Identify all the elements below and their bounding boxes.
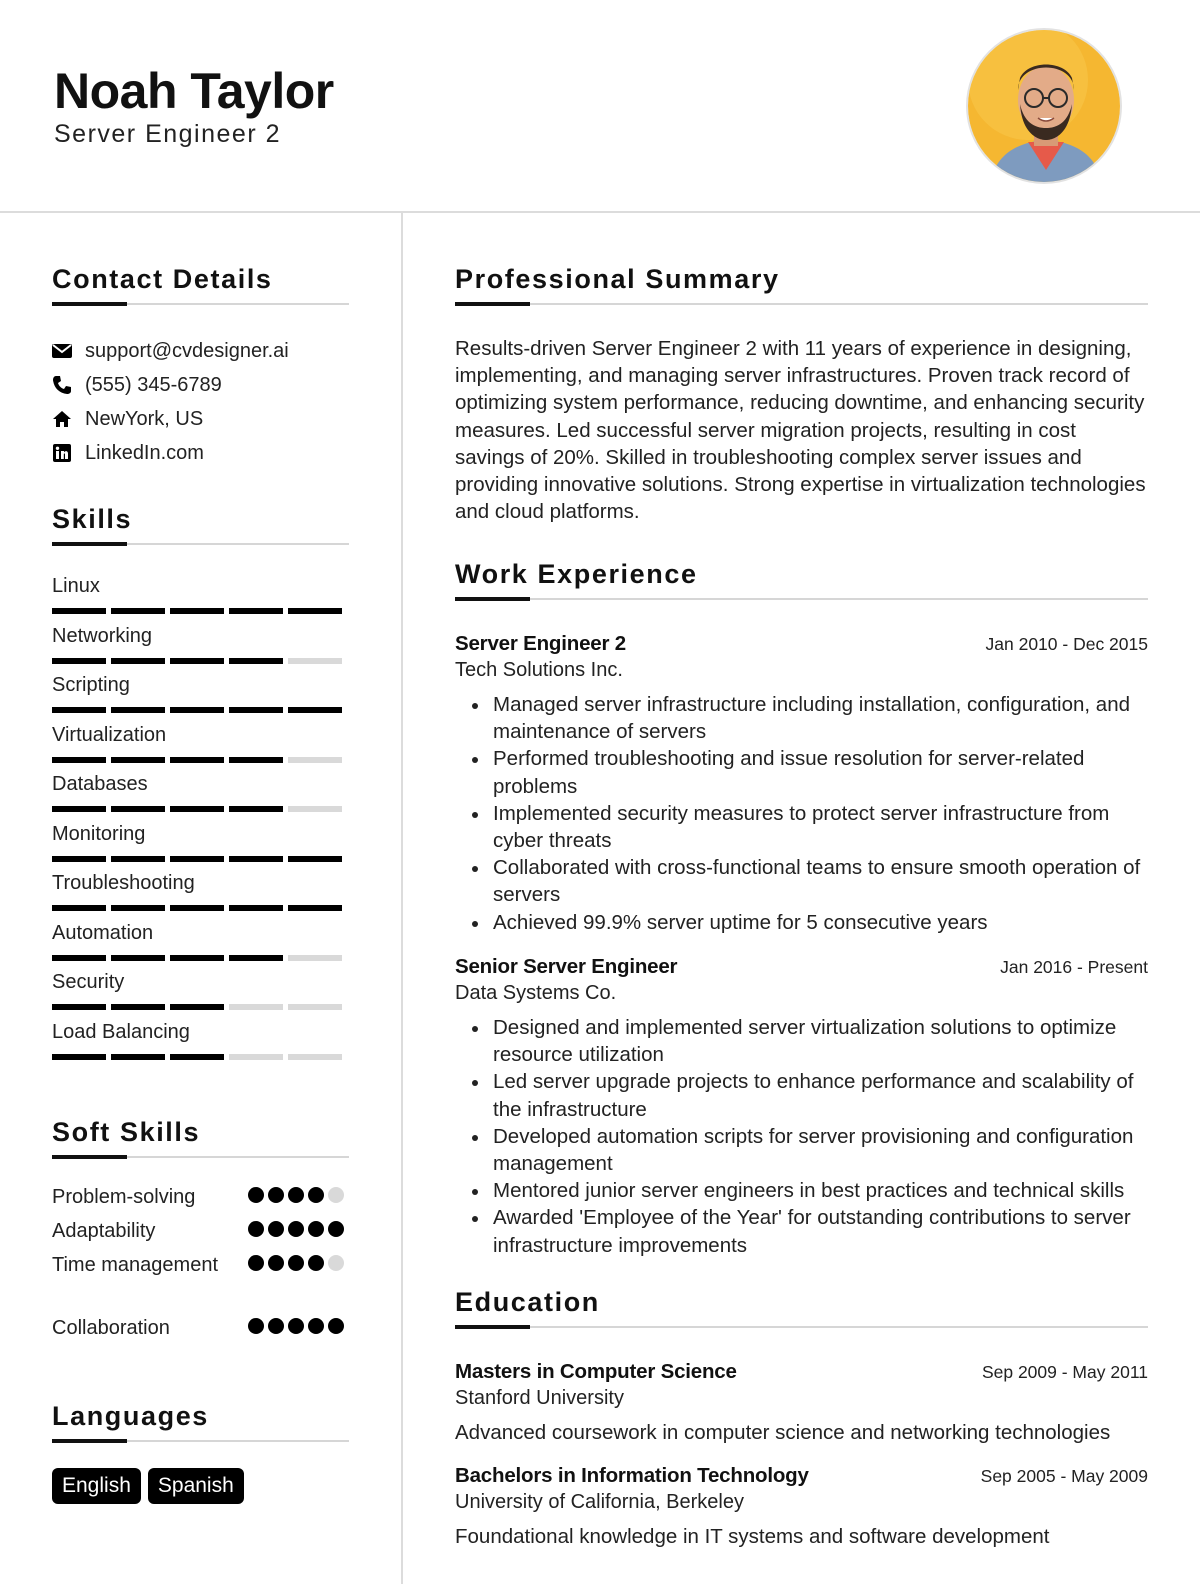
job-entry bbox=[455, 631, 1148, 936]
skill-level-segment bbox=[229, 1004, 283, 1010]
soft-skill-label: Adaptability bbox=[52, 1220, 156, 1242]
experience-section-header bbox=[455, 559, 1148, 600]
education-dates: Sep 2009 - May 2011 bbox=[981, 1362, 1148, 1382]
skill-level-segment bbox=[111, 1004, 165, 1010]
rating-dot bbox=[248, 1255, 264, 1271]
skill-level-segment bbox=[52, 1054, 106, 1060]
skill-item bbox=[52, 624, 349, 664]
skill-level-segment bbox=[229, 608, 283, 614]
job-bullets bbox=[455, 1014, 1148, 1259]
rating-dot bbox=[328, 1187, 344, 1203]
soft-skills-section-header bbox=[52, 1117, 349, 1158]
job-bullet: Achieved 99.9% server uptime for 5 consecutive years bbox=[455, 909, 1148, 936]
skill-level-bar bbox=[52, 905, 349, 911]
skill-level-segment bbox=[170, 658, 224, 664]
rating-dot bbox=[308, 1318, 324, 1334]
rating-dot bbox=[288, 1187, 304, 1203]
skill-level-segment bbox=[288, 905, 342, 911]
section-rule bbox=[52, 543, 349, 545]
skill-label: Networking bbox=[52, 624, 153, 647]
skill-level-segment bbox=[170, 757, 224, 763]
skills-section-header bbox=[52, 504, 349, 545]
skill-item bbox=[52, 822, 349, 862]
rating-dot bbox=[248, 1221, 264, 1237]
phone-icon bbox=[52, 375, 72, 395]
skill-level-segment bbox=[288, 856, 342, 862]
skill-item bbox=[52, 970, 349, 1010]
section-rule bbox=[455, 303, 1148, 305]
soft-skill-item bbox=[52, 1217, 349, 1246]
job-bullet: Collaborated with cross-functional teams to ensure smooth operation of servers bbox=[455, 854, 1148, 908]
soft-skill-item bbox=[52, 1251, 349, 1280]
skill-item bbox=[52, 723, 349, 763]
skill-level-segment bbox=[288, 757, 342, 763]
section-title: Skills bbox=[52, 504, 133, 534]
job-bullet: Developed automation scripts for server provisioning and configuration management bbox=[455, 1123, 1148, 1177]
skill-level-bar bbox=[52, 806, 349, 812]
envelope-icon bbox=[52, 341, 72, 361]
skill-level-segment bbox=[229, 757, 283, 763]
resume-header bbox=[0, 0, 1200, 213]
language-badge: Spanish bbox=[148, 1468, 244, 1504]
summary-text: Results-driven Server Engineer 2 with 11 years of experience in designing, implementing, and managing server infrastructures. Proven track record of optimizing system performance, reducing downtime, and enhancing security measures. Led successful server migration projects, resulting in cost savings of 20%. Skilled in troubleshooting complex server issues and providing innovative solutions. Strong expertise in virtualization technologies and cloud platforms. bbox=[455, 337, 1146, 524]
skill-item bbox=[52, 871, 349, 911]
job-dates: Jan 2010 - Dec 2015 bbox=[985, 634, 1148, 654]
skill-label: Virtualization bbox=[52, 723, 167, 746]
skill-level-segment bbox=[111, 856, 165, 862]
skill-level-segment bbox=[170, 856, 224, 862]
job-bullets bbox=[455, 691, 1148, 936]
rating-dot bbox=[248, 1187, 264, 1203]
skill-level-bar bbox=[52, 707, 349, 713]
skill-label: Databases bbox=[52, 773, 148, 795]
rating-dot bbox=[308, 1187, 324, 1203]
section-rule bbox=[52, 303, 349, 305]
column-divider bbox=[401, 213, 403, 1584]
skill-item bbox=[52, 574, 349, 614]
home-icon bbox=[52, 409, 72, 429]
section-title: Contact Details bbox=[52, 264, 273, 294]
skill-level-segment bbox=[52, 905, 106, 911]
skill-level-segment bbox=[229, 955, 283, 961]
skill-level-segment bbox=[111, 608, 165, 614]
rating-dot bbox=[328, 1255, 344, 1271]
skill-item bbox=[52, 673, 349, 713]
skill-level-segment bbox=[229, 707, 283, 713]
skill-item bbox=[52, 921, 349, 961]
skill-label: Scripting bbox=[52, 674, 130, 696]
rating-dot bbox=[268, 1221, 284, 1237]
linkedin-icon bbox=[52, 443, 72, 463]
soft-skill-rating bbox=[248, 1221, 344, 1237]
skill-level-segment bbox=[170, 608, 224, 614]
skill-level-segment bbox=[229, 806, 283, 812]
skill-level-segment bbox=[52, 608, 106, 614]
skill-level-bar bbox=[52, 757, 349, 763]
skill-level-segment bbox=[288, 1004, 342, 1010]
rating-dot bbox=[268, 1318, 284, 1334]
email-text: support@cvdesigner.ai bbox=[85, 339, 289, 362]
skill-level-segment bbox=[111, 757, 165, 763]
rating-dot bbox=[288, 1221, 304, 1237]
education-dates: Sep 2005 - May 2009 bbox=[980, 1466, 1148, 1486]
job-title: Senior Server Engineer bbox=[455, 955, 678, 978]
soft-skill-label: Problem-solving bbox=[52, 1186, 196, 1208]
job-bullet: Implemented security measures to protect server infrastructure from cyber threats bbox=[455, 800, 1148, 854]
skill-level-bar bbox=[52, 856, 349, 862]
education-entry bbox=[455, 1359, 1148, 1446]
job-title: Server Engineer 2 bbox=[455, 632, 626, 655]
job-bullet: Designed and implemented server virtualization solutions to optimize resource utilization bbox=[455, 1014, 1148, 1068]
skill-level-segment bbox=[170, 1054, 224, 1060]
skill-label: Security bbox=[52, 971, 125, 993]
rating-dot bbox=[248, 1318, 264, 1334]
summary-section-header bbox=[455, 264, 1148, 305]
skill-level-segment bbox=[52, 806, 106, 812]
skill-level-segment bbox=[111, 658, 165, 664]
contact-email[interactable] bbox=[52, 338, 289, 364]
skill-label: Automation bbox=[52, 921, 154, 944]
rating-dot bbox=[288, 1318, 304, 1334]
section-title: Soft Skills bbox=[52, 1117, 201, 1147]
school-name: University of California, Berkeley bbox=[455, 1491, 744, 1513]
rating-dot bbox=[308, 1221, 324, 1237]
education-description: Foundational knowledge in IT systems and software development bbox=[455, 1525, 1050, 1548]
skill-level-segment bbox=[229, 1054, 283, 1060]
skill-level-segment bbox=[111, 707, 165, 713]
skill-level-segment bbox=[170, 905, 224, 911]
rating-dot bbox=[268, 1187, 284, 1203]
job-bullet: Managed server infrastructure including installation, configuration, and maintenance of servers bbox=[455, 691, 1148, 745]
job-entry bbox=[455, 954, 1148, 1259]
job-bullet: Led server upgrade projects to enhance performance and scalability of the infrastructure bbox=[455, 1068, 1148, 1122]
phone-text: (555) 345-6789 bbox=[85, 373, 222, 396]
skill-level-bar bbox=[52, 955, 349, 961]
section-rule bbox=[455, 598, 1148, 600]
rating-dot bbox=[328, 1318, 344, 1334]
section-rule bbox=[52, 1156, 349, 1158]
degree-title: Masters in Computer Science bbox=[455, 1360, 737, 1383]
skill-level-segment bbox=[170, 1004, 224, 1010]
education-section-header bbox=[455, 1287, 1148, 1328]
skill-level-bar bbox=[52, 1054, 349, 1060]
section-title: Work Experience bbox=[455, 559, 698, 589]
skill-level-segment bbox=[52, 856, 106, 862]
profile-photo bbox=[966, 28, 1122, 184]
linkedin-text: LinkedIn.com bbox=[85, 441, 204, 464]
contact-section-header bbox=[52, 264, 349, 305]
skill-label: Load Balancing bbox=[52, 1020, 190, 1043]
skill-level-segment bbox=[52, 955, 106, 961]
rating-dot bbox=[308, 1255, 324, 1271]
skill-level-segment bbox=[288, 806, 342, 812]
skill-level-segment bbox=[111, 806, 165, 812]
soft-skill-item bbox=[52, 1183, 349, 1212]
school-name: Stanford University bbox=[455, 1387, 624, 1409]
candidate-name: Noah Taylor bbox=[54, 63, 334, 119]
skill-level-segment bbox=[170, 955, 224, 961]
education-entry bbox=[455, 1463, 1148, 1550]
section-title: Professional Summary bbox=[455, 264, 780, 294]
skill-level-segment bbox=[52, 707, 106, 713]
education-description: Advanced coursework in computer science and networking technologies bbox=[455, 1421, 1111, 1444]
soft-skill-rating bbox=[248, 1187, 344, 1203]
section-rule bbox=[52, 1440, 349, 1442]
section-rule bbox=[455, 1326, 1148, 1328]
skill-level-segment bbox=[52, 658, 106, 664]
skill-level-segment bbox=[52, 757, 106, 763]
skill-level-segment bbox=[288, 955, 342, 961]
languages-section-header bbox=[52, 1401, 349, 1442]
degree-title: Bachelors in Information Technology bbox=[455, 1464, 809, 1487]
skill-level-segment bbox=[288, 608, 342, 614]
job-bullet: Mentored junior server engineers in best practices and technical skills bbox=[455, 1177, 1148, 1204]
contact-linkedin[interactable] bbox=[52, 440, 204, 466]
skill-level-bar bbox=[52, 658, 349, 664]
soft-skill-item bbox=[52, 1314, 349, 1343]
skill-level-segment bbox=[229, 856, 283, 862]
soft-skill-rating bbox=[248, 1318, 344, 1334]
rating-dot bbox=[328, 1221, 344, 1237]
skill-level-bar bbox=[52, 608, 349, 614]
skill-level-segment bbox=[288, 1054, 342, 1060]
skill-level-segment bbox=[170, 806, 224, 812]
skill-level-segment bbox=[229, 658, 283, 664]
section-title: Languages bbox=[52, 1401, 209, 1431]
job-bullet: Performed troubleshooting and issue resolution for server-related problems bbox=[455, 745, 1148, 799]
job-bullet: Awarded 'Employee of the Year' for outstanding contributions to server infrastructure improvements bbox=[455, 1204, 1148, 1258]
skill-level-segment bbox=[111, 905, 165, 911]
skill-label: Monitoring bbox=[52, 822, 146, 845]
skill-item bbox=[52, 772, 349, 812]
rating-dot bbox=[288, 1255, 304, 1271]
job-company: Data Systems Co. bbox=[455, 982, 617, 1004]
skill-level-bar bbox=[52, 1004, 349, 1010]
job-dates: Jan 2016 - Present bbox=[1000, 957, 1148, 977]
candidate-title: Server Engineer 2 bbox=[54, 120, 282, 148]
skill-level-segment bbox=[111, 955, 165, 961]
contact-phone[interactable] bbox=[52, 372, 222, 398]
skill-item bbox=[52, 1020, 349, 1060]
soft-skill-rating bbox=[248, 1255, 344, 1271]
skill-level-segment bbox=[111, 1054, 165, 1060]
languages-list bbox=[52, 1468, 244, 1504]
section-title: Education bbox=[455, 1287, 600, 1317]
skill-level-segment bbox=[288, 658, 342, 664]
skill-label: Troubleshooting bbox=[52, 872, 195, 894]
skill-level-segment bbox=[170, 707, 224, 713]
skill-level-segment bbox=[288, 707, 342, 713]
soft-skill-label: Time management bbox=[52, 1254, 218, 1276]
contact-location bbox=[52, 406, 203, 432]
skill-label: Linux bbox=[52, 575, 100, 597]
skill-level-segment bbox=[229, 905, 283, 911]
rating-dot bbox=[268, 1255, 284, 1271]
language-badge: English bbox=[52, 1468, 141, 1504]
job-company: Tech Solutions Inc. bbox=[455, 659, 623, 681]
soft-skill-label: Collaboration bbox=[52, 1317, 170, 1339]
location-text: NewYork, US bbox=[85, 407, 204, 430]
skill-level-segment bbox=[52, 1004, 106, 1010]
